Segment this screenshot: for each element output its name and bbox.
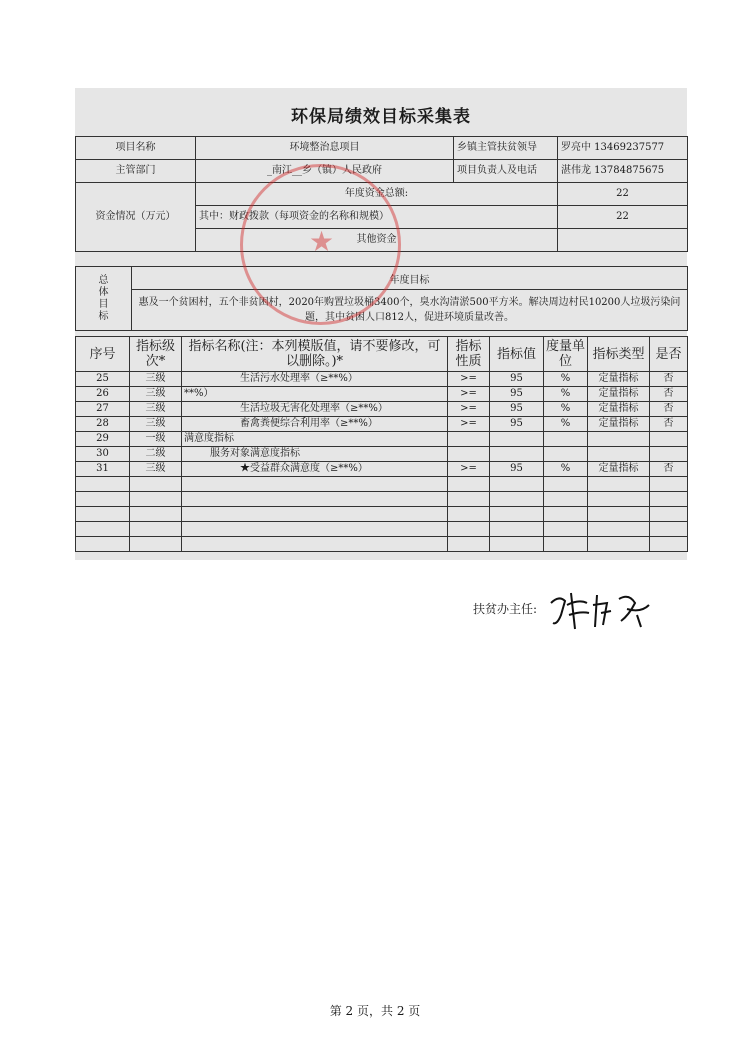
empty-row: [76, 477, 688, 492]
row-nature: [448, 432, 490, 447]
row-value: 95: [490, 417, 544, 432]
row-nature: >=: [448, 462, 490, 477]
row-nature: [448, 447, 490, 462]
department-label: 主管部门: [76, 160, 196, 183]
row-name: ★受益群众满意度（≥**%）: [182, 462, 448, 477]
row-type: 定量指标: [588, 462, 650, 477]
department-value: _南江__乡（镇）人民政府: [196, 160, 454, 183]
row-type: 定量指标: [588, 417, 650, 432]
annual-goal-header-row: [76, 267, 688, 290]
row-value: 95: [490, 402, 544, 417]
indicator-header-row: [76, 337, 688, 372]
table-row: [76, 432, 688, 447]
row-flag: 否: [650, 387, 688, 402]
form-sheet: [75, 88, 687, 560]
empty-row: [76, 507, 688, 522]
row-type: 定量指标: [588, 372, 650, 387]
row-level: 三级: [130, 387, 182, 402]
signature-label: 扶贫办主任:: [473, 602, 538, 616]
overall-goal-table: [75, 266, 688, 331]
project-name-label: 项目名称: [76, 137, 196, 160]
row-type: 定量指标: [588, 402, 650, 417]
row-flag: [650, 432, 688, 447]
row-unit: %: [544, 372, 588, 387]
annual-goal-text-row: [76, 290, 688, 331]
table-row: [76, 462, 688, 477]
seal-star-icon: ★: [309, 225, 335, 258]
row-unit: [544, 432, 588, 447]
page-footer: 第 2 页，共 2 页: [329, 1004, 421, 1018]
row-value: [490, 432, 544, 447]
row-flag: [650, 447, 688, 462]
row-name: 生活垃圾无害化处理率（≥**%）: [182, 402, 448, 417]
row-nature: >=: [448, 387, 490, 402]
row-flag: 否: [650, 462, 688, 477]
row-flag: 否: [650, 417, 688, 432]
row-name: 畜禽粪便综合利用率（≥**%）: [182, 417, 448, 432]
row-unit: %: [544, 462, 588, 477]
row-name: 生活污水处理率（≥**%）: [182, 372, 448, 387]
table-row: [76, 417, 688, 432]
row-level: 一级: [130, 432, 182, 447]
form-title: 环保局绩效目标采集表: [291, 107, 471, 127]
row-value: 95: [490, 387, 544, 402]
table-row: [76, 372, 688, 387]
leader-label: 乡镇主管扶贫领导: [454, 137, 558, 160]
row-nature: >=: [448, 402, 490, 417]
fund-fiscal-label: 其中：财政拨款（每项资金的名称和规模）: [196, 206, 558, 229]
row-type: [588, 432, 650, 447]
row-unit: [544, 447, 588, 462]
row-type: 定量指标: [588, 387, 650, 402]
empty-row: [76, 537, 688, 552]
empty-row: [76, 522, 688, 537]
row-no: 28: [76, 417, 130, 432]
fund-fiscal-value: 22: [558, 206, 688, 229]
overall-goal-label: 总体目标: [76, 267, 132, 331]
row-name: 服务对象满意度指标: [182, 447, 448, 462]
fund-other-label: 其他资金: [196, 229, 558, 252]
row-value: [490, 447, 544, 462]
contact-label: 项目负责人及电话: [454, 160, 558, 183]
handwritten-signature: [545, 585, 655, 635]
empty-row: [76, 492, 688, 507]
row-name: **%）: [182, 387, 448, 402]
row-value: 95: [490, 462, 544, 477]
row-no: 27: [76, 402, 130, 417]
row-flag: 否: [650, 372, 688, 387]
fund-total-label: 年度资金总额:: [196, 183, 558, 206]
row-no: 29: [76, 432, 130, 447]
col-unit: 度量单位: [544, 337, 588, 372]
department-row: [76, 160, 688, 183]
col-flag: 是否: [650, 337, 688, 372]
row-nature: >=: [448, 417, 490, 432]
table-row: [76, 402, 688, 417]
row-unit: %: [544, 402, 588, 417]
row-level: 二级: [130, 447, 182, 462]
row-unit: %: [544, 387, 588, 402]
row-no: 25: [76, 372, 130, 387]
row-flag: 否: [650, 402, 688, 417]
project-name-row: [76, 137, 688, 160]
fund-total-value: 22: [558, 183, 688, 206]
col-name: 指标名称(注：本列模版值，请不要修改，可以删除。)*: [182, 337, 448, 372]
fund-total-row: [76, 183, 688, 206]
col-no: 序号: [76, 337, 130, 372]
row-no: 30: [76, 447, 130, 462]
indicator-table: [75, 336, 688, 552]
fund-other-value: [558, 229, 688, 252]
row-level: 三级: [130, 462, 182, 477]
row-type: [588, 447, 650, 462]
col-nature: 指标性质: [448, 337, 490, 372]
contact-value: 湛伟龙 13784875675: [558, 160, 688, 183]
row-level: 三级: [130, 402, 182, 417]
table-row: [76, 387, 688, 402]
annual-goal-label: 年度目标: [132, 267, 688, 290]
row-no: 31: [76, 462, 130, 477]
project-name-value: 环境整治息项目: [196, 137, 454, 160]
col-value: 指标值: [490, 337, 544, 372]
row-nature: >=: [448, 372, 490, 387]
row-level: 三级: [130, 417, 182, 432]
row-level: 三级: [130, 372, 182, 387]
row-value: 95: [490, 372, 544, 387]
row-name: 满意度指标: [182, 432, 448, 447]
col-type: 指标类型: [588, 337, 650, 372]
annual-goal-text: 惠及一个贫困村，五个非贫困村，2020年购置垃圾桶3400个，臭水沟清淤500平方米。解决周边村民10200人垃圾污染问题，其中贫困人口812人，促进环境质量改善。: [132, 290, 688, 331]
fund-label: 资金情况（万元）: [76, 183, 196, 252]
col-level: 指标级次*: [130, 337, 182, 372]
leader-value: 罗亮中 13469237577: [558, 137, 688, 160]
project-info-table: [75, 136, 688, 252]
table-row: [76, 447, 688, 462]
row-no: 26: [76, 387, 130, 402]
row-unit: %: [544, 417, 588, 432]
